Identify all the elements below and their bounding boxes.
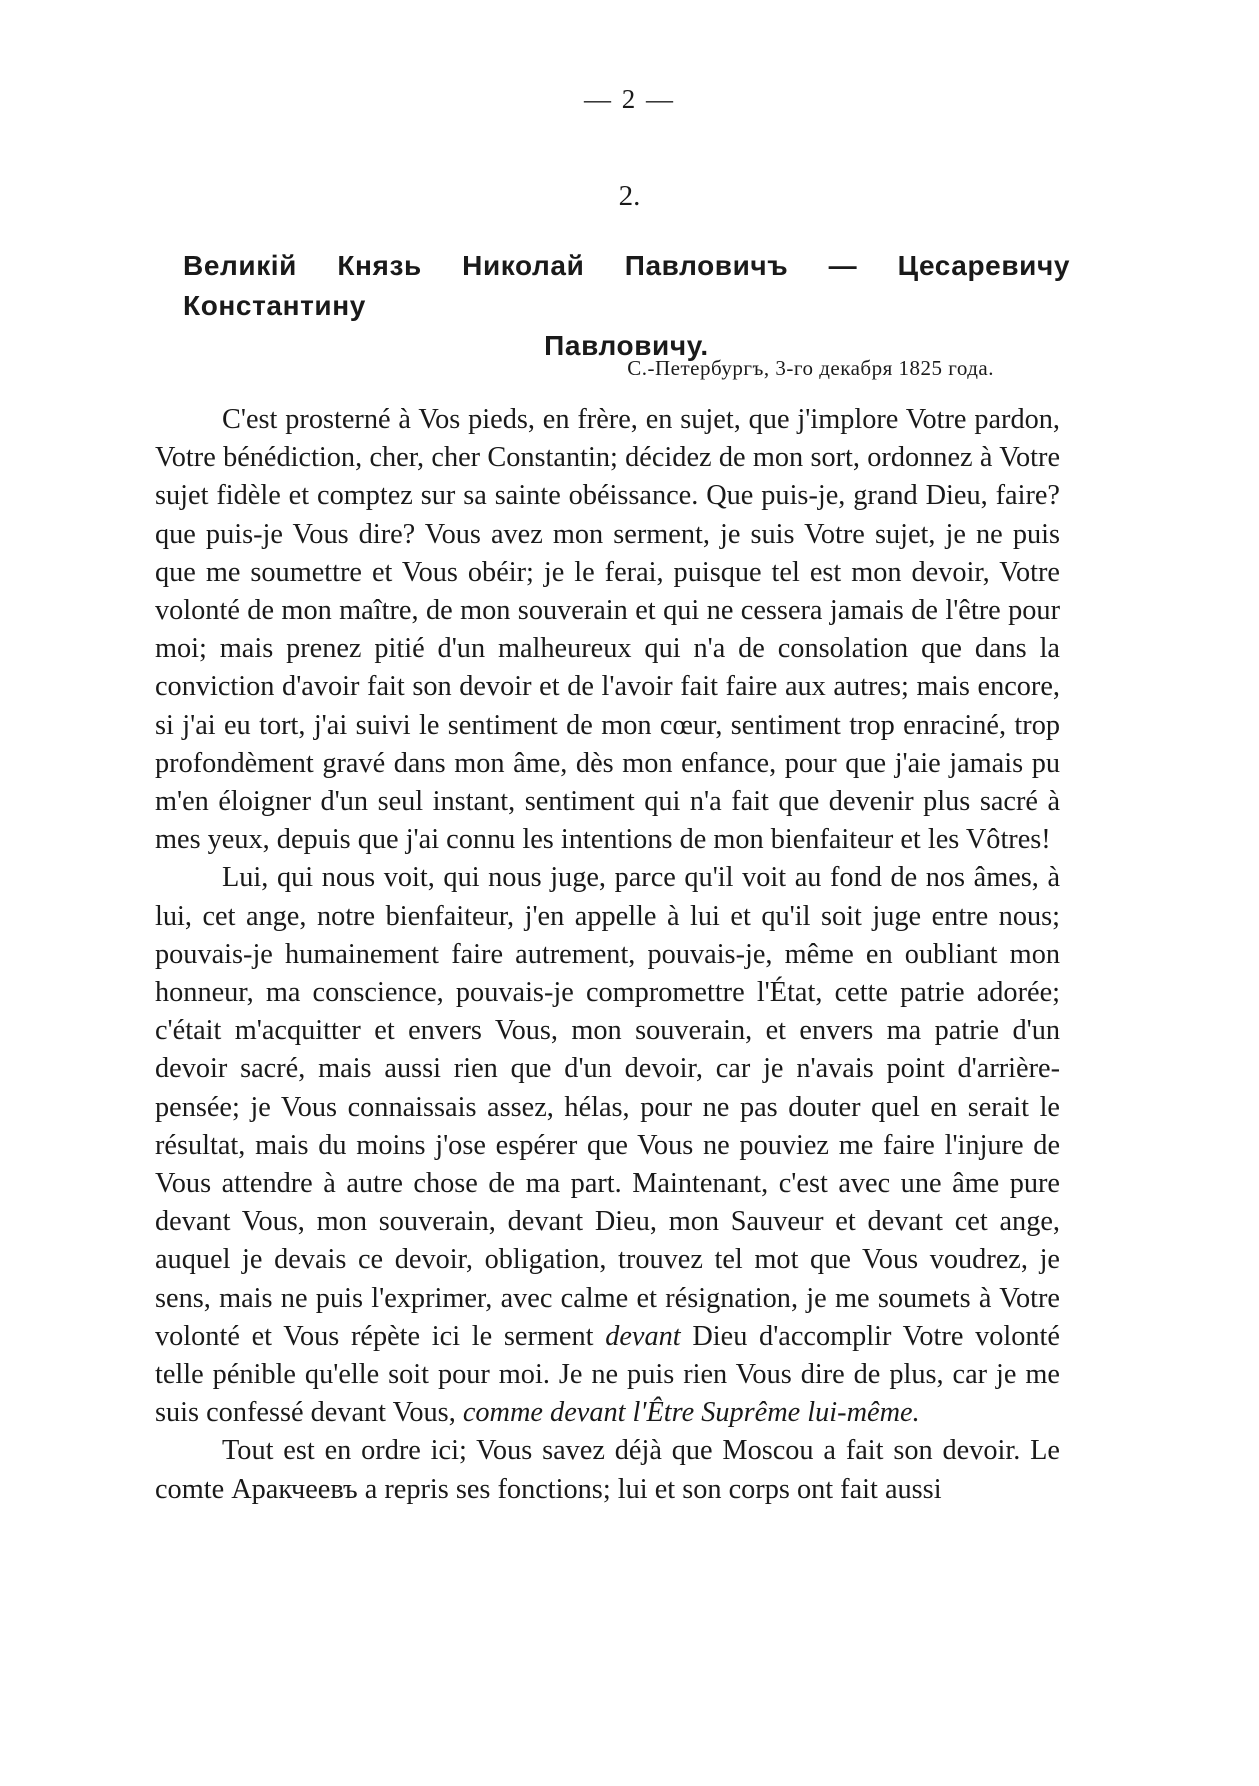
heading-line-1: Великій Князь Николай Павловичъ — Цесаревичу Константину [183,250,1070,321]
paragraph-2-text-b: Dieu d'accomplir Votre volonté telle pénible qu'elle soit pour moi. Je ne puis rien Vous dire de plus, car je me suis confessé devant Vous, [155,1320,1060,1429]
paragraph-2-text-a: Lui, qui nous voit, qui nous juge, parce qu'il voit au fond de nos âmes, à lui, cet ange, notre bienfaiteur, j'en appelle à lui et qu'il soit juge entre nous; pouvais-je humainement faire autrement, pouvais-je, même en oubliant mon honneur, ma conscience, pouvais-je compromettre l'État, cette patrie adorée; c'était m'acquitter et envers Vous, mon souverain, et envers ma patrie d'un devoir sacré, mais aussi rien que d'un devoir, car je n'avais point d'arrière-pensée; je Vous connaissais assez, hélas, pour ne pas douter quel en serait le résultat, mais du moins j'ose espérer que Vous ne pouviez me faire l'injure de Vous attendre à autre chose de ma part. Maintenant, c'est avec une âme pure devant Vous, mon souverain, devant Dieu, mon Sauveur et devant cet ange, auquel je devais ce devoir, obligation, trouvez tel mot que Vous voudrez, je sens, mais ne puis l'exprimer, avec calme et résignation, je me soumets à Votre volonté et Vous répète ici le serment [155,862,1060,1352]
letter-body [155,401,1060,1509]
paragraph-1: C'est prosterné à Vos pieds, en frère, en sujet, que j'implore Votre pardon, Votre bénédiction, cher, cher Constantin; décidez de mon sort, ordonnez à Votre sujet fidèle et comptez sur sa sainte obéissance. Que puis-je, grand Dieu, faire? que puis-je Vous dire? Vous avez mon serment, je suis Votre sujet, je ne puis que me soumettre et Vous obéir; je le ferai, puisque tel est mon devoir, Votre volonté de mon maître, de mon souverain et qui ne cessera jamais de l'être pour moi; mais prenez pitié d'un malheureux qui n'a de consolation que dans la conviction d'avoir fait son devoir et de l'avoir fait faire aux autres; mais encore, si j'ai eu tort, j'ai suivi le sentiment de mon cœur, sentiment trop enraciné, trop profondèment gravé dans mon âme, dès mon enfance, pour que j'aie jamais pu m'en éloigner d'un seul instant, sentiment qui n'a fait que devenir plus sacré à mes yeux, depuis que j'ai connu les intentions de mon bienfaiteur et les Vôtres! [155,404,1060,856]
dateline: С.-Петербургъ, 3-го декабря 1825 года. [627,356,994,380]
italic-devant: devant [605,1320,681,1352]
document-number: 2. [618,180,641,212]
paragraph-3: Tout est en ordre ici; Vous savez déjà que Moscou a fait son devoir. Le comte Аракчеевъ a repris ses fonctions; lui et son corps ont fait aussi [155,1435,1060,1505]
paragraph-2 [155,859,1060,1432]
page-number: — 2 — [584,84,675,114]
heading-line-2: Павловичу. [544,330,709,361]
italic-closing-phrase: comme devant l'Être Suprême lui-même. [462,1397,920,1429]
letter-heading [183,246,1070,366]
